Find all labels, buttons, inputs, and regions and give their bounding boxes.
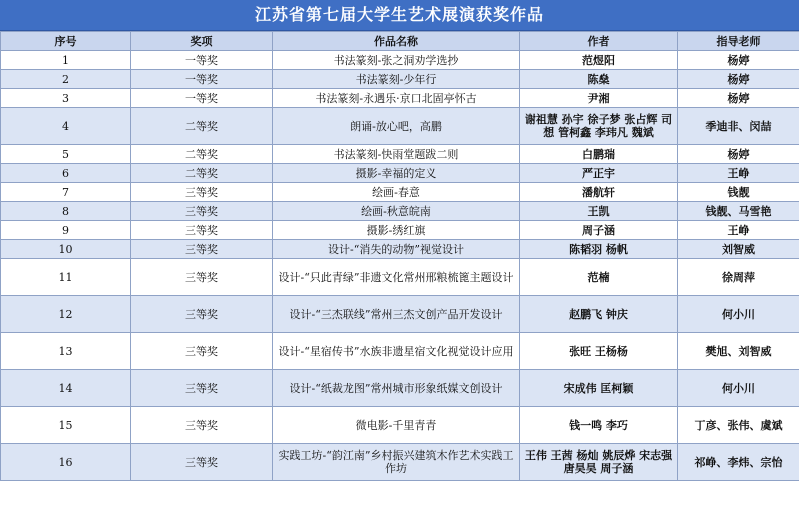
- table-row: [1, 145, 799, 164]
- row-author: 王伟 王茜 杨灿 姚辰烨 宋志强 唐昊昊 周子涵: [520, 444, 678, 481]
- row-work: 实践工坊-“韵江南”乡村振兴建筑木作艺术实践工作坊: [273, 444, 520, 481]
- row-teacher: 杨婷: [678, 89, 799, 108]
- row-number: 11: [1, 259, 131, 296]
- table-row: [1, 296, 799, 333]
- row-work: 设计-“星宿传书”水族非遗星宿文化视觉设计应用: [273, 333, 520, 370]
- row-work: 绘画-春意: [273, 183, 520, 202]
- row-author: 钱一鸣 李巧: [520, 407, 678, 444]
- row-teacher: 杨婷: [678, 145, 799, 164]
- row-work: 朗诵-放心吧，高鹏: [273, 108, 520, 145]
- table-row: [1, 202, 799, 221]
- row-number: 2: [1, 70, 131, 89]
- row-work: 设计-“三杰联线”常州三杰文创产品开发设计: [273, 296, 520, 333]
- row-teacher: 刘智威: [678, 240, 799, 259]
- row-teacher: 王峥: [678, 221, 799, 240]
- table-row: [1, 221, 799, 240]
- row-teacher: 季迪非、闵喆: [678, 108, 799, 145]
- header-teacher: 指导老师: [678, 32, 799, 51]
- row-work: 设计-“纸裁龙图”常州城市形象纸媒文创设计: [273, 370, 520, 407]
- row-author: 陈燊: [520, 70, 678, 89]
- table-row: [1, 89, 799, 108]
- table-row: [1, 70, 799, 89]
- table-row: [1, 407, 799, 444]
- row-teacher: 徐周萍: [678, 259, 799, 296]
- sheet-title: 江苏省第七届大学生艺术展演获奖作品: [0, 0, 799, 31]
- header-author: 作者: [520, 32, 678, 51]
- header-award: 奖项: [131, 32, 273, 51]
- table-row: [1, 240, 799, 259]
- row-award: 三等奖: [131, 370, 273, 407]
- row-author: 范楠: [520, 259, 678, 296]
- row-author: 张旺 王杨杨: [520, 333, 678, 370]
- row-teacher: 王峥: [678, 164, 799, 183]
- row-award: 二等奖: [131, 108, 273, 145]
- table-row: [1, 444, 799, 481]
- row-number: 4: [1, 108, 131, 145]
- row-work: 设计-“消失的动物”视觉设计: [273, 240, 520, 259]
- row-work: 摄影-绣红旗: [273, 221, 520, 240]
- row-teacher: 何小川: [678, 370, 799, 407]
- row-work: 微电影-千里青青: [273, 407, 520, 444]
- row-author: 范煜阳: [520, 51, 678, 70]
- table-row: [1, 183, 799, 202]
- row-author: 周子涵: [520, 221, 678, 240]
- row-author: 王凯: [520, 202, 678, 221]
- row-award: 三等奖: [131, 183, 273, 202]
- row-author: 白鹏瑞: [520, 145, 678, 164]
- row-number: 14: [1, 370, 131, 407]
- row-award: 一等奖: [131, 89, 273, 108]
- row-award: 三等奖: [131, 259, 273, 296]
- row-work: 摄影-幸福的定义: [273, 164, 520, 183]
- row-number: 8: [1, 202, 131, 221]
- row-award: 三等奖: [131, 202, 273, 221]
- row-work: 书法篆刻-快雨堂题跋二则: [273, 145, 520, 164]
- row-author: 陈韬羽 杨帆: [520, 240, 678, 259]
- row-number: 1: [1, 51, 131, 70]
- table-body: [1, 51, 799, 481]
- row-number: 15: [1, 407, 131, 444]
- row-work: 书法篆刻-张之洞劝学选抄: [273, 51, 520, 70]
- row-number: 10: [1, 240, 131, 259]
- row-number: 16: [1, 444, 131, 481]
- row-number: 6: [1, 164, 131, 183]
- row-author: 赵鹏飞 钟庆: [520, 296, 678, 333]
- row-award: 三等奖: [131, 333, 273, 370]
- row-teacher: 何小川: [678, 296, 799, 333]
- table-row: [1, 108, 799, 145]
- row-award: 一等奖: [131, 70, 273, 89]
- row-teacher: 丁彦、张伟、虞斌: [678, 407, 799, 444]
- row-award: 三等奖: [131, 240, 273, 259]
- row-number: 5: [1, 145, 131, 164]
- row-teacher: 钱靓: [678, 183, 799, 202]
- row-work: 书法篆刻-永遇乐·京口北固亭怀古: [273, 89, 520, 108]
- table-row: [1, 370, 799, 407]
- row-teacher: 祁峥、李炜、宗怡: [678, 444, 799, 481]
- header-work: 作品名称: [273, 32, 520, 51]
- row-teacher: 杨婷: [678, 70, 799, 89]
- row-author: 潘航轩: [520, 183, 678, 202]
- row-award: 一等奖: [131, 51, 273, 70]
- row-work: 设计-“只此青绿”非遗文化常州邢粮梳篦主题设计: [273, 259, 520, 296]
- header-no: 序号: [1, 32, 131, 51]
- row-number: 12: [1, 296, 131, 333]
- row-award: 三等奖: [131, 444, 273, 481]
- table-row: [1, 333, 799, 370]
- row-author: 尹湘: [520, 89, 678, 108]
- row-teacher: 杨婷: [678, 51, 799, 70]
- row-award: 三等奖: [131, 407, 273, 444]
- row-award: 三等奖: [131, 221, 273, 240]
- row-author: 严正宇: [520, 164, 678, 183]
- row-number: 13: [1, 333, 131, 370]
- table-row: [1, 51, 799, 70]
- row-teacher: 钱靓、马雪艳: [678, 202, 799, 221]
- row-teacher: 樊旭、刘智威: [678, 333, 799, 370]
- row-work: 绘画-秋意皖南: [273, 202, 520, 221]
- row-award: 三等奖: [131, 296, 273, 333]
- header-row: [1, 32, 799, 51]
- table-row: [1, 259, 799, 296]
- row-author: 谢祖慧 孙宇 徐子梦 张占辉 司想 管柯鑫 李玮凡 魏斌: [520, 108, 678, 145]
- row-award: 二等奖: [131, 164, 273, 183]
- row-work: 书法篆刻-少年行: [273, 70, 520, 89]
- row-number: 7: [1, 183, 131, 202]
- table-row: [1, 164, 799, 183]
- awards-table: [0, 31, 799, 481]
- row-number: 9: [1, 221, 131, 240]
- row-award: 二等奖: [131, 145, 273, 164]
- row-author: 宋成伟 匡柯颖: [520, 370, 678, 407]
- row-number: 3: [1, 89, 131, 108]
